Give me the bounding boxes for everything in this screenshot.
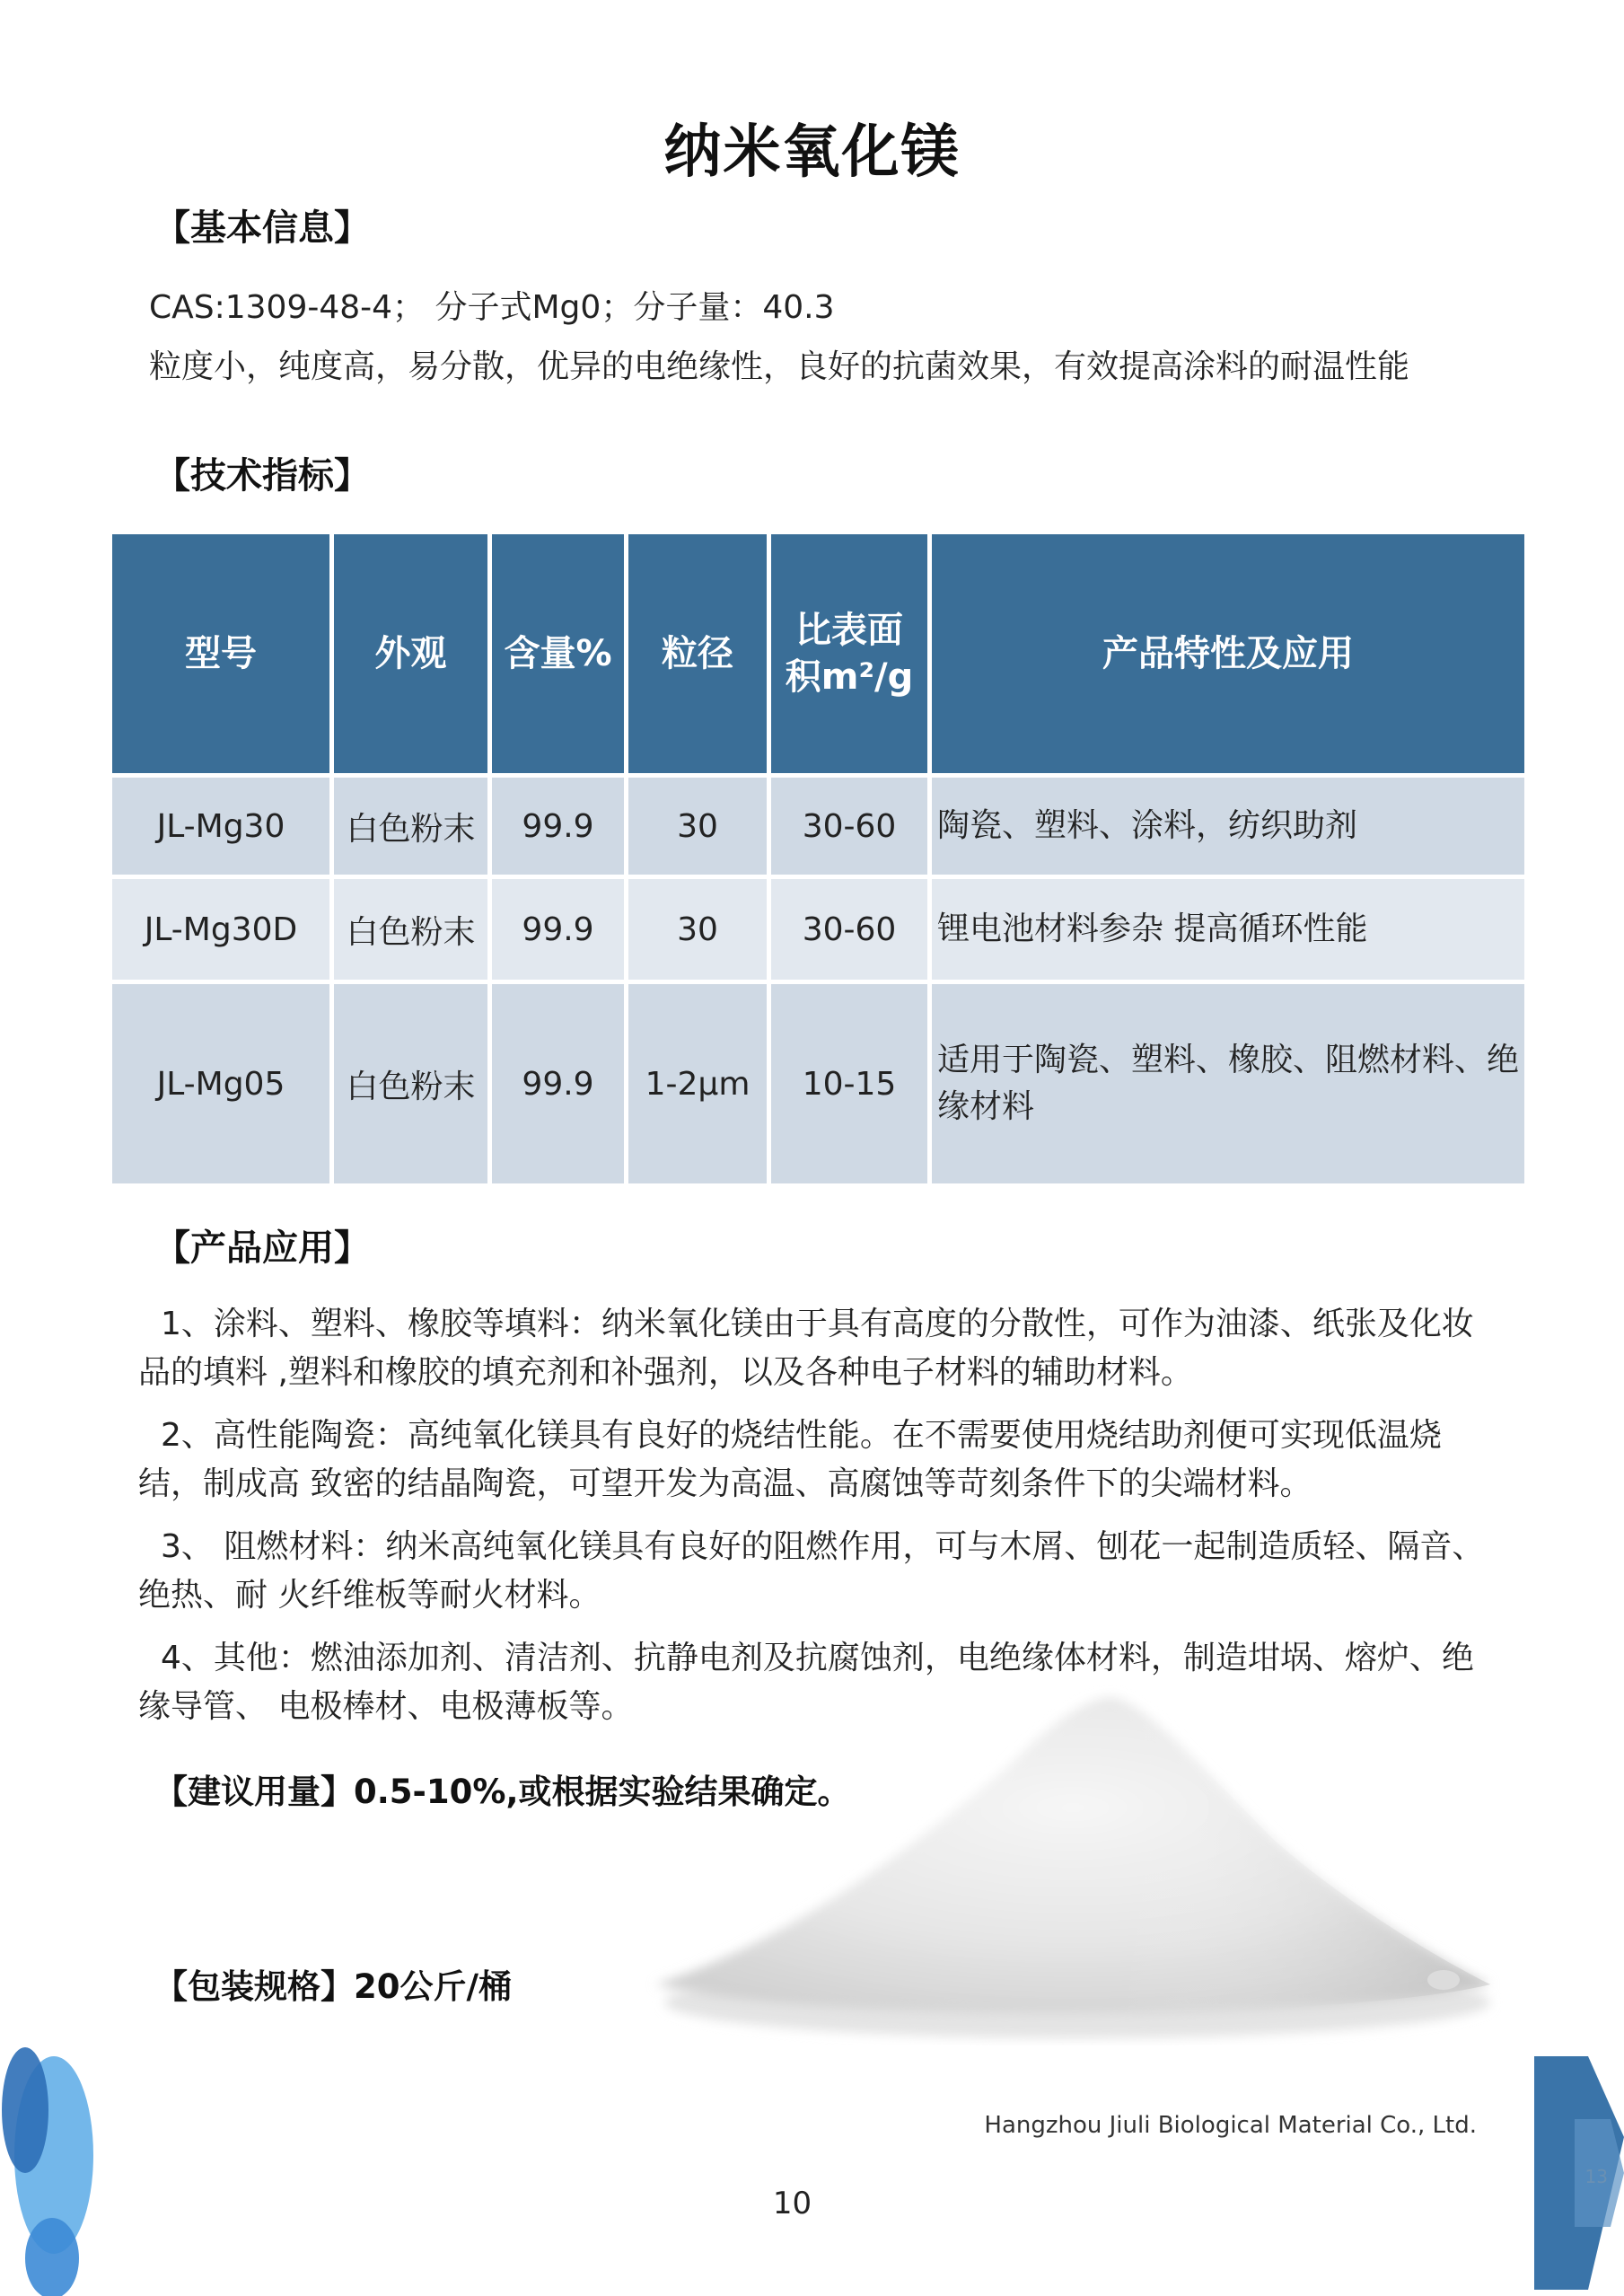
header-content: 含量% xyxy=(492,534,624,773)
header-particle-size: 粒径 xyxy=(628,534,767,773)
cell-application: 陶瓷、塑料、涂料，纺织助剂 xyxy=(932,778,1524,875)
table-header-row xyxy=(112,534,1524,773)
cell-model: JL-Mg30D xyxy=(112,879,329,980)
cell-appearance: 白色粉末 xyxy=(334,778,487,875)
cell-appearance: 白色粉末 xyxy=(334,879,487,980)
basic-info-heading: 【基本信息】 xyxy=(154,207,370,249)
table-row xyxy=(112,778,1524,875)
cell-particle-size: 1-2μm xyxy=(628,984,767,1183)
dosage-line: 【建议用量】0.5-10%,或根据实验结果确定。 xyxy=(154,1773,851,1811)
side-page-number: 13 xyxy=(1584,2166,1608,2187)
cell-surface-area: 30-60 xyxy=(771,879,927,980)
decorative-circles-left xyxy=(0,2047,108,2296)
cell-content: 99.9 xyxy=(492,984,624,1183)
cell-content: 99.9 xyxy=(492,879,624,980)
cell-application: 锂电池材料参杂 提高循环性能 xyxy=(932,879,1524,980)
powder-image xyxy=(628,1670,1508,2047)
decorative-arrow-right xyxy=(1525,2047,1624,2296)
packaging-line: 【包装规格】20公斤/桶 xyxy=(154,1967,513,2006)
application-item: 3、 阻燃材料：纳米高纯氧化镁具有良好的阻燃作用，可与木屑、刨花一起制造质轻、隔音、绝热、耐 火纤维板等耐火材料。 xyxy=(138,1528,1485,1614)
cell-content: 99.9 xyxy=(492,778,624,875)
description-line: 粒度小，纯度高，易分散，优异的电绝缘性，良好的抗菌效果，有效提高涂料的耐温性能 xyxy=(149,348,1410,385)
cell-model: JL-Mg05 xyxy=(112,984,329,1183)
table-row xyxy=(112,984,1524,1183)
cell-surface-area: 30-60 xyxy=(771,778,927,875)
cell-appearance: 白色粉末 xyxy=(334,984,487,1183)
application-item: 2、高性能陶瓷：高纯氧化镁具有良好的烧结性能。在不需要使用烧结助剂便可实现低温烧结，制成高 致密的结晶陶瓷，可望开发为高温、高腐蚀等苛刻条件下的尖端材料。 xyxy=(138,1417,1442,1502)
tech-spec-heading: 【技术指标】 xyxy=(154,455,370,497)
header-model: 型号 xyxy=(112,534,329,773)
cell-model: JL-Mg30 xyxy=(112,778,329,875)
cell-application: 适用于陶瓷、塑料、橡胶、阻燃材料、绝缘材料 xyxy=(932,984,1524,1183)
application-item: 4、其他：燃油添加剂、清洁剂、抗静电剂及抗腐蚀剂，电绝缘体材料，制造坩埚、熔炉、绝缘导管、 电极棒材、电极薄板等。 xyxy=(138,1640,1474,1725)
company-name: Hangzhou Jiuli Biological Material Co., Ltd. xyxy=(984,2112,1477,2139)
cas-line: CAS:1309-48-4； 分子式Mg0；分子量：40.3 xyxy=(149,289,835,326)
cell-particle-size: 30 xyxy=(628,879,767,980)
header-surface-area: 比表面积m²/g xyxy=(771,534,927,773)
spec-table xyxy=(108,530,1529,1188)
applications-heading: 【产品应用】 xyxy=(154,1227,370,1269)
cell-particle-size: 30 xyxy=(628,778,767,875)
page-number: 10 xyxy=(772,2186,812,2221)
page-title: 纳米氧化镁 xyxy=(663,119,961,186)
header-application: 产品特性及应用 xyxy=(932,534,1524,773)
header-appearance: 外观 xyxy=(334,534,487,773)
cell-surface-area: 10-15 xyxy=(771,984,927,1183)
table-row xyxy=(112,879,1524,980)
application-item: 1、涂料、塑料、橡胶等填料：纳米氧化镁由于具有高度的分散性，可作为油漆、纸张及化妆品的填料 ,塑料和橡胶的填充剂和补强剂，以及各种电子材料的辅助材料。 xyxy=(138,1306,1474,1391)
